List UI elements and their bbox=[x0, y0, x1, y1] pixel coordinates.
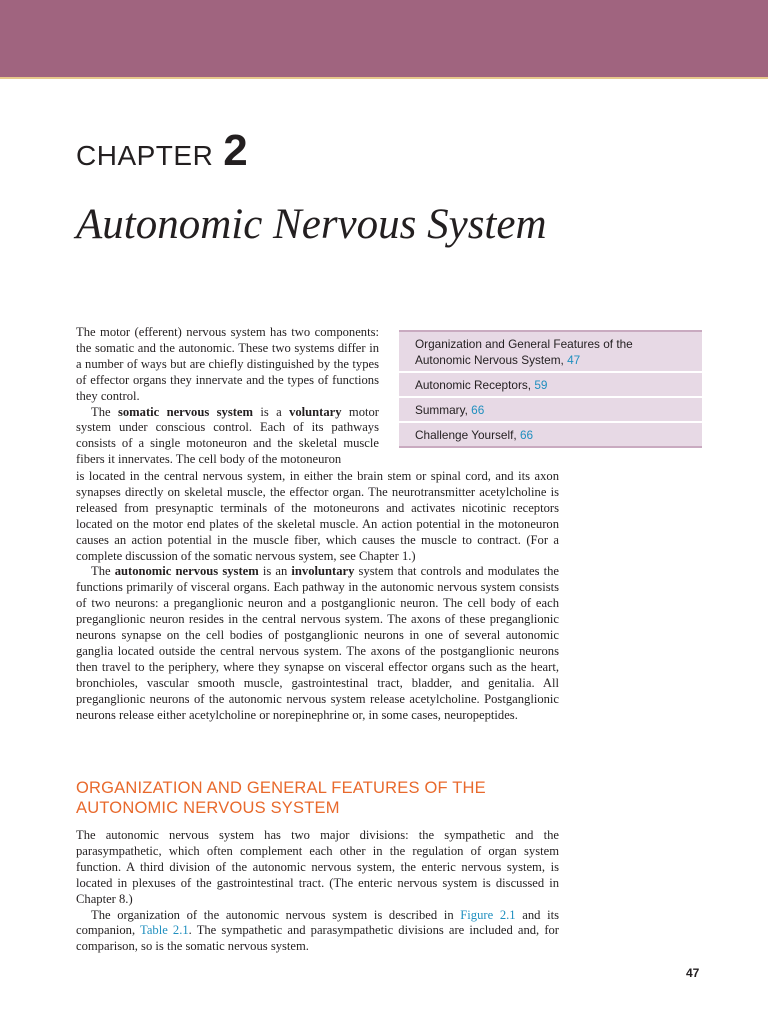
toc-item-summary[interactable] bbox=[399, 398, 702, 423]
text-run: is an bbox=[258, 564, 292, 579]
chapter-label bbox=[76, 126, 248, 176]
toc-item-autonomic-receptors[interactable] bbox=[399, 373, 702, 398]
term-involuntary: involuntary bbox=[291, 564, 355, 579]
section-body bbox=[76, 828, 559, 955]
chapter-header-band bbox=[0, 0, 768, 79]
section-heading bbox=[76, 778, 559, 818]
toc-item-label: Organization and General Features of the Autonomic Nervous System, bbox=[415, 337, 633, 367]
chapter-title: Autonomic Nervous System bbox=[76, 201, 547, 248]
chapter-number: 2 bbox=[223, 126, 248, 175]
table-2-1-link[interactable]: Table 2.1 bbox=[140, 923, 189, 938]
page-number: 47 bbox=[686, 966, 700, 980]
toc-item-label: Autonomic Receptors, bbox=[415, 378, 532, 392]
term-somatic-nervous-system: somatic nervous system bbox=[117, 404, 253, 419]
intro-paragraph-3 bbox=[76, 564, 559, 723]
toc-item-label: Summary, bbox=[415, 403, 468, 417]
text-run: motor system under conscious control. Each of its pathways consists of a single motoneuron and the skeletal muscle fibers it innervates. The cell body of the motoneuron bbox=[76, 404, 380, 467]
chapter-contents-box bbox=[399, 330, 702, 448]
chapter-word: CHAPTER bbox=[76, 140, 214, 171]
text-run: system that controls and modulates the functions primarily of visceral organs. Each pathway in the autonomic nervous system consists of two neurons: a preganglionic neuron and a postganglionic neuron. The cell body of each preganglionic neuron resides in the central nervous system. The axons of these preganglionic neurons synapse on the cell bodies of postganglionic neurons in one of several autonomic ganglia located outside the central nervous system. The axons of the postganglionic neurons then travel to the periphery, where they synapse on visceral effector organs such as the heart, bronchioles, vascular smooth muscle, gastrointestinal tract, bladder, and genitalia. All preganglionic neurons of the autonomic nervous system release acetylcholine. Postganglionic neurons release either acetylcholine or norepinephrine or, in some cases, neuropeptides. bbox=[76, 564, 559, 722]
toc-page-ref[interactable]: 59 bbox=[534, 378, 548, 392]
intro-paragraph-2-continued: is located in the central nervous system, in either the brain stem or spinal cord, and its axon synapses directly on skeletal muscle, the effector organ. The neurotransmitter acetylcholine is released from presynaptic terminals of the motoneurons and activates nicotinic receptors located on the motor end plates of the skeletal muscle. An action potential in the motoneuron causes an action potential in the muscle fiber, which causes the muscle to contract. (For a complete discussion of the somatic nervous system, see Chapter 1.) bbox=[76, 469, 559, 563]
text-run: and its companion, bbox=[76, 907, 559, 938]
intro-full-width bbox=[76, 469, 559, 724]
term-voluntary: voluntary bbox=[289, 404, 342, 419]
section-paragraph-1: The autonomic nervous system has two major divisions: the sympathetic and the parasympathetic, which often complement each other in the regulation of organ system function. A third division of the autonomic nervous system, the enteric nervous system, is located in plexuses of the gastrointestinal tract. (The enteric nervous system is discussed in Chapter 8.) bbox=[76, 828, 559, 906]
toc-page-ref[interactable]: 66 bbox=[471, 403, 485, 417]
toc-page-ref[interactable]: 47 bbox=[567, 353, 581, 367]
section-paragraph-2 bbox=[76, 908, 559, 956]
toc-item-organization[interactable] bbox=[399, 332, 702, 373]
text-run: . The sympathetic and parasympathetic divisions are included and, for comparison, so is the somatic nervous system. bbox=[76, 923, 559, 954]
toc-item-label: Challenge Yourself, bbox=[415, 428, 517, 442]
intro-paragraph-1: The motor (efferent) nervous system has two components: the somatic and the autonomic. These two systems differ in a number of ways but are chiefly distinguished by the types of effector organs they innervate and the types of functions they control. bbox=[76, 325, 379, 403]
figure-2-1-link[interactable]: Figure 2.1 bbox=[460, 907, 516, 922]
text-run: The organization of the autonomic nervous system is described in bbox=[91, 907, 461, 922]
toc-item-challenge-yourself[interactable] bbox=[399, 423, 702, 448]
section-heading-line-2: AUTONOMIC NERVOUS SYSTEM bbox=[76, 799, 340, 817]
intro-paragraph-2-start bbox=[76, 405, 379, 469]
intro-column bbox=[76, 325, 379, 468]
term-autonomic-nervous-system: autonomic nervous system bbox=[114, 564, 259, 579]
text-run: The bbox=[91, 404, 118, 419]
toc-page-ref[interactable]: 66 bbox=[519, 428, 534, 442]
section-heading-line-1: ORGANIZATION AND GENERAL FEATURES OF THE bbox=[76, 779, 486, 797]
text-run: is a bbox=[253, 404, 290, 419]
text-run: The bbox=[91, 564, 115, 579]
